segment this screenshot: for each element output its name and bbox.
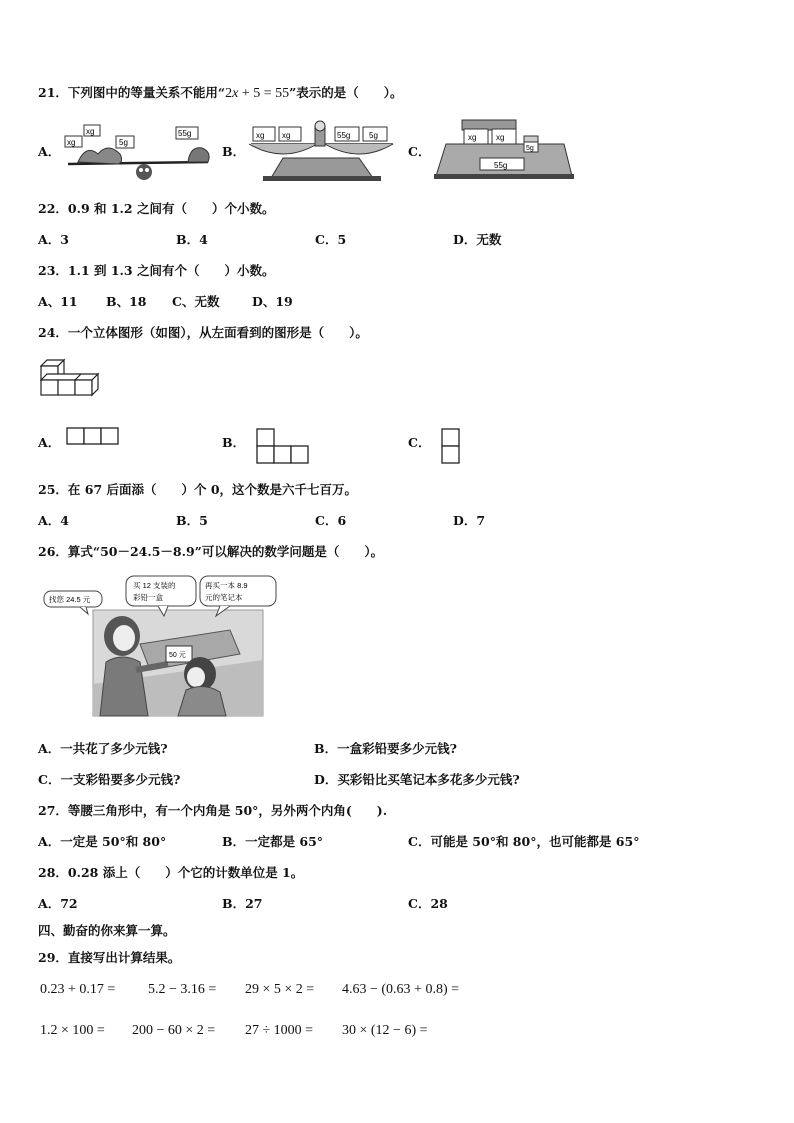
- q21-option-c-label: C．: [408, 144, 431, 159]
- q23-option-c[interactable]: C、无数: [172, 294, 220, 309]
- q21-stem: 21．下列图中的等量关系不能用“2x + 5 = 55”表示的是（ ）。: [38, 85, 403, 101]
- q25-option-c[interactable]: C．6: [315, 513, 347, 528]
- q26-note-label: 50 元: [169, 652, 186, 659]
- q25-stem: 25．在 67 后面添（ ）个 0，这个数是六千七百万。: [38, 482, 358, 497]
- q21-option-a-label: A．: [38, 144, 61, 159]
- q21c-label-2: xg: [496, 133, 505, 142]
- q24-option-b-figure[interactable]: [256, 428, 312, 466]
- q29-expr-8: 30 × (12 − 6) =: [342, 1023, 428, 1038]
- q25-option-a[interactable]: A．4: [38, 513, 69, 528]
- q29-expr-6: 200 − 60 × 2 =: [132, 1023, 216, 1038]
- q28-option-a[interactable]: A．72: [38, 896, 78, 911]
- q24-option-c-label: C．: [408, 435, 431, 450]
- q24-option-b-label: B．: [222, 435, 246, 450]
- q24-stem: 24．一个立体图形（如图），从左面看到的图形是（ ）。: [38, 325, 368, 340]
- section-4-title: 四、勤奋的你来算一算。: [38, 923, 176, 938]
- q21a-label-2: xg: [86, 127, 95, 136]
- q28-option-c[interactable]: C．28: [408, 896, 448, 911]
- q21b-label-2: xg: [282, 131, 291, 140]
- q26-bubble-2-line-2: 彩铅一盒: [133, 593, 163, 602]
- q21a-label-4: 55g: [178, 129, 192, 138]
- q23-stem: 23．1.1 到 1.3 之间有个（ ）小数。: [38, 263, 275, 278]
- q26-option-a[interactable]: A．一共花了多少元钱?: [38, 741, 168, 756]
- q26-stem: 26．算式“50－24.5－8.9”可以解决的数学问题是（ ）。: [38, 544, 384, 559]
- q21c-label-4: 55g: [494, 161, 508, 170]
- q24-solid-figure: [40, 358, 104, 398]
- q26-option-c[interactable]: C．一支彩铅要多少元钱?: [38, 772, 181, 787]
- q26-option-d[interactable]: D．买彩铅比买笔记本多花多少元钱?: [314, 772, 520, 787]
- q22-option-d[interactable]: D．无数: [453, 232, 502, 247]
- q25-option-d[interactable]: D．7: [453, 513, 486, 528]
- q22-option-b[interactable]: B．4: [176, 232, 208, 247]
- q26-bubble-3-line-2: 元的笔记本: [205, 593, 243, 602]
- q29-expr-2: 5.2 − 3.16 =: [148, 982, 217, 997]
- q21-option-b-label: B．: [222, 144, 246, 159]
- q21a-label-3: 5g: [119, 138, 128, 147]
- q29-expr-1: 0.23 + 0.17 =: [40, 982, 116, 997]
- q29-expr-7: 27 ÷ 1000 =: [245, 1023, 314, 1038]
- q22-option-a[interactable]: A．3: [38, 232, 69, 247]
- q21-image-c: [434, 118, 574, 182]
- q27-option-b[interactable]: B．一定都是 65°: [222, 834, 324, 849]
- q27-option-a[interactable]: A．一定是 50°和 80°: [38, 834, 167, 849]
- q28-stem: 28．0.28 添上（ ）个它的计数单位是 1。: [38, 865, 304, 880]
- q26-illustration: [40, 574, 280, 718]
- q29-stem: 29．直接写出计算结果。: [38, 950, 181, 965]
- q26-bubble-3-line-1: 再买一本 8.9: [205, 581, 248, 590]
- q21c-label-1: xg: [468, 133, 477, 142]
- q21b-label-3: 55g: [337, 131, 351, 140]
- q21-image-a: [58, 118, 218, 184]
- q26-option-b[interactable]: B．一盒彩铅要多少元钱?: [314, 741, 457, 756]
- q26-bubble-2-line-1: 买 12 支装的: [133, 581, 176, 590]
- q29-expr-3: 29 × 5 × 2 =: [245, 982, 315, 997]
- q21-image-b: [243, 114, 403, 184]
- q21c-label-3: 5g: [526, 145, 534, 152]
- q29-expr-5: 1.2 × 100 =: [40, 1023, 105, 1038]
- q23-option-d[interactable]: D、19: [252, 294, 293, 309]
- q29-expr-4: 4.63 − (0.63 + 0.8) =: [342, 982, 460, 997]
- q21a-label-1: xg: [67, 138, 76, 147]
- q26-bubble-1: 找您 24.5 元: [49, 595, 91, 604]
- q25-option-b[interactable]: B．5: [176, 513, 208, 528]
- q24-option-c-figure[interactable]: [441, 428, 461, 466]
- q21b-label-1: xg: [256, 131, 265, 140]
- q27-stem: 27．等腰三角形中，有一个内角是 50°，另外两个内角( ).: [38, 803, 388, 818]
- q27-option-c[interactable]: C．可能是 50°和 80°，也可能都是 65°: [408, 834, 640, 849]
- q28-option-b[interactable]: B．27: [222, 896, 263, 911]
- q24-option-a-label: A．: [38, 435, 61, 450]
- q21-equation: 2x + 5 = 55: [225, 86, 290, 101]
- q23-option-b[interactable]: B、18: [106, 294, 147, 309]
- q22-option-c[interactable]: C．5: [315, 232, 347, 247]
- q22-stem: 22．0.9 和 1.2 之间有（ ）个小数。: [38, 201, 275, 216]
- q21b-label-4: 5g: [369, 131, 378, 140]
- q23-option-a[interactable]: A、11: [38, 294, 78, 309]
- q24-option-a-figure[interactable]: [66, 427, 120, 447]
